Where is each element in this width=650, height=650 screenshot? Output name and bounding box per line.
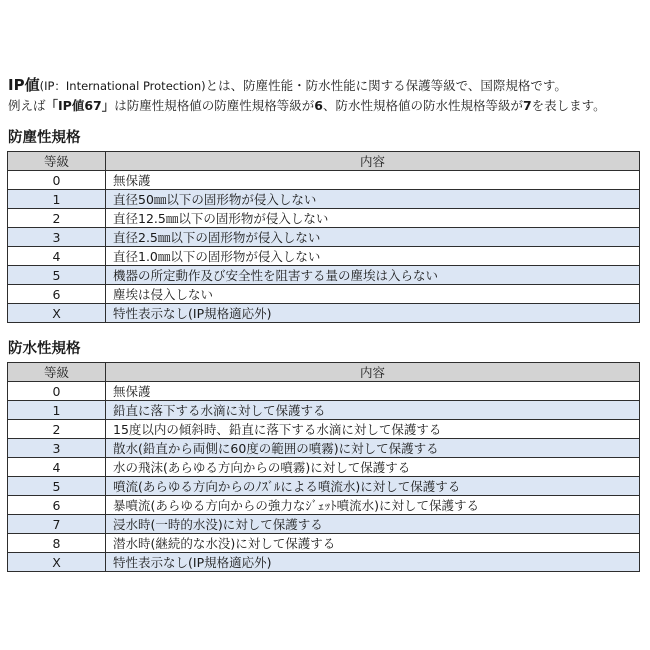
grade-level: 0 <box>8 171 106 190</box>
water-section-title: 防水性規格 <box>8 341 81 357</box>
table-row <box>8 171 640 190</box>
grade-level: 1 <box>8 401 106 420</box>
table-row <box>8 477 640 496</box>
grade-level: 3 <box>8 228 106 247</box>
grade-level: 5 <box>8 477 106 496</box>
intro-line-2-prefix: 例えば <box>8 98 46 113</box>
grade-description: 鉛直に落下する水滴に対して保護する <box>106 401 640 420</box>
content-header: 内容 <box>106 152 640 171</box>
table-row <box>8 458 640 477</box>
grade-level: 6 <box>8 285 106 304</box>
table-row <box>8 247 640 266</box>
ip-term: IP値 <box>8 76 40 94</box>
table-row <box>8 304 640 323</box>
grade-level: X <box>8 553 106 572</box>
grade-description: 潜水時(継続的な水没)に対して保護する <box>106 534 640 553</box>
grade-description: 特性表示なし(IP規格適応外) <box>106 304 640 323</box>
intro-line-1 <box>8 76 644 96</box>
level-header: 等級 <box>8 363 106 382</box>
grade-description: 水の飛沫(あらゆる方向からの噴霧)に対して保護する <box>106 458 640 477</box>
grade-level: 2 <box>8 209 106 228</box>
grade-level: 1 <box>8 190 106 209</box>
ip-example: 「IP値67」 <box>45 98 115 113</box>
dust-grade-example: 6 <box>314 98 323 113</box>
grade-description: 散水(鉛直から両側に60度の範囲の噴霧)に対して保護する <box>106 439 640 458</box>
intro-line-2 <box>8 96 644 115</box>
water-table-body <box>8 382 640 572</box>
grade-level: 2 <box>8 420 106 439</box>
content-header: 内容 <box>106 363 640 382</box>
ip-term-paren: (IP：International Protection) <box>39 79 206 93</box>
table-row <box>8 439 640 458</box>
grade-description: 特性表示なし(IP規格適応外) <box>106 553 640 572</box>
grade-level: 4 <box>8 458 106 477</box>
grade-description: 機器の所定動作及び安全性を阻害する量の塵埃は入らない <box>106 266 640 285</box>
grade-level: 6 <box>8 496 106 515</box>
grade-description: 直径12.5㎜以下の固形物が侵入しない <box>106 209 640 228</box>
grade-description: 直径50㎜以下の固形物が侵入しない <box>106 190 640 209</box>
grade-level: X <box>8 304 106 323</box>
table-row <box>8 228 640 247</box>
grade-description: 暴噴流(あらゆる方向からの強力なｼﾞｪｯﾄ噴流水)に対して保護する <box>106 496 640 515</box>
grade-description: 直径2.5㎜以下の固形物が侵入しない <box>106 228 640 247</box>
table-row <box>8 190 640 209</box>
table-header-row <box>8 363 640 382</box>
dust-section-title: 防塵性規格 <box>8 130 81 146</box>
intro-line-1-rest: とは、防塵性能・防水性能に関する保護等級で、国際規格です。 <box>205 78 567 93</box>
dust-table-body <box>8 171 640 323</box>
intro-line-2-mid2: 、防水性規格値の防水性規格等級が <box>322 98 523 113</box>
table-row <box>8 515 640 534</box>
table-row <box>8 209 640 228</box>
grade-level: 3 <box>8 439 106 458</box>
table-row <box>8 401 640 420</box>
intro-line-2-mid1: は防塵性規格値の防塵性規格等級が <box>114 98 315 113</box>
grade-description: 浸水時(一時的水没)に対して保護する <box>106 515 640 534</box>
grade-level: 8 <box>8 534 106 553</box>
table-row <box>8 266 640 285</box>
table-header-row <box>8 152 640 171</box>
grade-description: 塵埃は侵入しない <box>106 285 640 304</box>
intro-line-2-suffix: を表します。 <box>531 98 606 113</box>
table-row <box>8 534 640 553</box>
grade-description: 噴流(あらゆる方向からのﾉｽﾞﾙによる噴流水)に対して保護する <box>106 477 640 496</box>
grade-description: 直径1.0㎜以下の固形物が侵入しない <box>106 247 640 266</box>
level-header: 等級 <box>8 152 106 171</box>
table-row <box>8 420 640 439</box>
dust-table <box>7 151 640 323</box>
water-table <box>7 362 640 572</box>
grade-description: 15度以内の傾斜時、鉛直に落下する水滴に対して保護する <box>106 420 640 439</box>
grade-level: 5 <box>8 266 106 285</box>
intro-text <box>8 76 644 115</box>
grade-level: 4 <box>8 247 106 266</box>
table-row <box>8 285 640 304</box>
table-row <box>8 382 640 401</box>
table-row <box>8 496 640 515</box>
water-grade-example: 7 <box>522 98 532 113</box>
grade-description: 無保護 <box>106 382 640 401</box>
grade-description: 無保護 <box>106 171 640 190</box>
grade-level: 7 <box>8 515 106 534</box>
grade-level: 0 <box>8 382 106 401</box>
table-row <box>8 553 640 572</box>
